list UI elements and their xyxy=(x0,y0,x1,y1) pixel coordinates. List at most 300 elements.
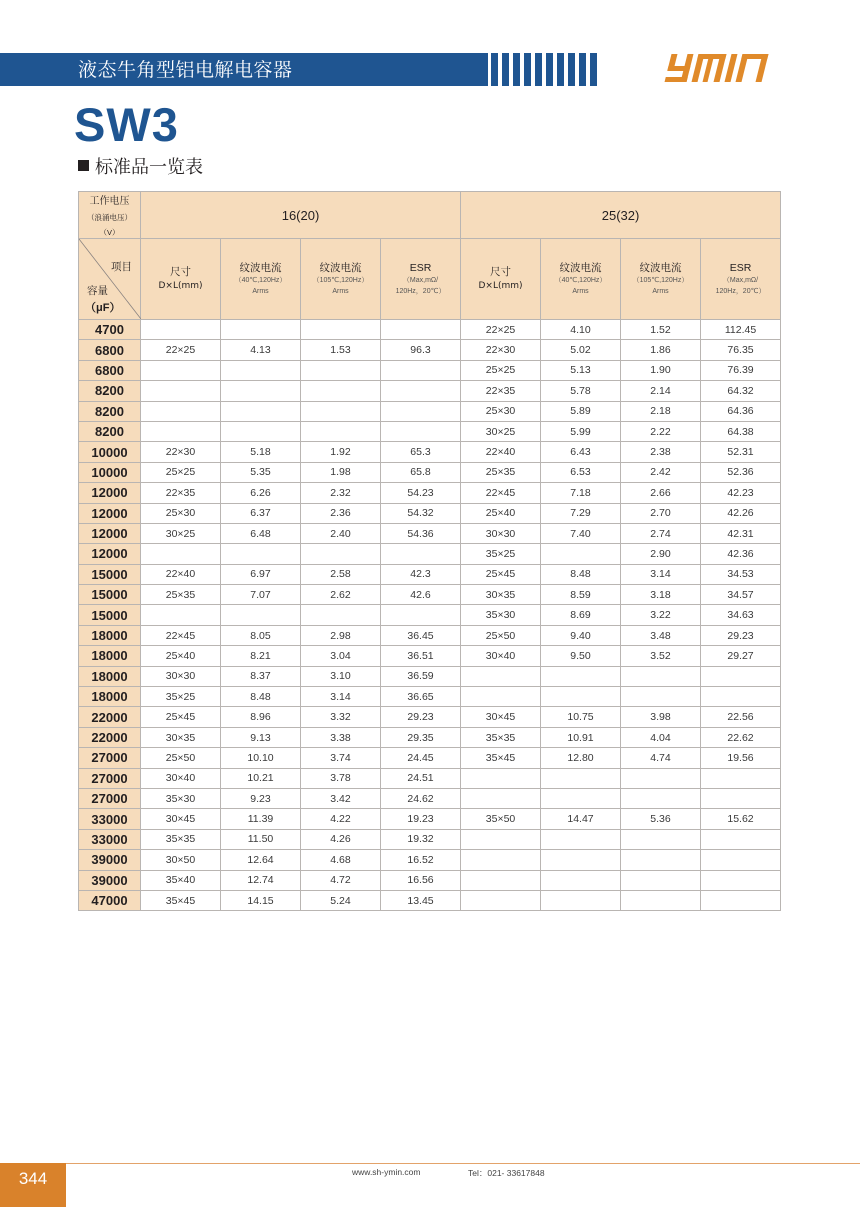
ripple-40c-cell xyxy=(541,788,621,808)
size-cell: 22×25 xyxy=(461,320,541,340)
table-row xyxy=(79,401,781,421)
esr-cell: 34.53 xyxy=(701,564,781,584)
esr-cell: 54.36 xyxy=(381,523,461,543)
volt-unit: （V） xyxy=(99,228,120,237)
ripple-105c-cell xyxy=(301,544,381,564)
esr-cell: 64.36 xyxy=(701,401,781,421)
esr-cell: 24.62 xyxy=(381,788,461,808)
ripple-105c-cell xyxy=(301,360,381,380)
size-cell: 25×45 xyxy=(141,707,221,727)
column-header-main: ESR xyxy=(729,262,752,274)
ripple-105c-cell: 4.68 xyxy=(301,850,381,870)
ripple-105c-cell: 3.18 xyxy=(621,585,701,605)
ripple-40c-cell: 7.40 xyxy=(541,523,621,543)
column-header-main: 纹波电流 xyxy=(639,262,682,274)
ripple-105c-cell: 3.78 xyxy=(301,768,381,788)
capacitance-cell: 22000 xyxy=(79,727,141,747)
category-title: 液态牛角型铝电解电容器 xyxy=(78,59,293,81)
esr-cell: 36.51 xyxy=(381,646,461,666)
ripple-40c-cell xyxy=(541,666,621,686)
ripple-40c-cell: 8.48 xyxy=(221,687,301,707)
ripple-105c-cell: 1.92 xyxy=(301,442,381,462)
size-cell: 25×25 xyxy=(461,360,541,380)
size-cell: 25×25 xyxy=(141,462,221,482)
size-cell: 35×45 xyxy=(461,748,541,768)
esr-cell: 54.32 xyxy=(381,503,461,523)
ripple-40c-cell: 5.18 xyxy=(221,442,301,462)
column-header-esr-25v xyxy=(701,239,781,320)
diagonal-corner-cell xyxy=(79,239,141,320)
column-header-sub: 120Hz，20℃） xyxy=(715,288,766,295)
esr-cell: 29.27 xyxy=(701,646,781,666)
column-header-ripple-105c-16v xyxy=(301,239,381,320)
column-header-sub: Arms xyxy=(652,288,669,295)
ripple-40c-cell: 9.23 xyxy=(221,788,301,808)
column-header-sub: （40℃,120Hz） xyxy=(234,277,287,284)
ripple-40c-cell xyxy=(541,544,621,564)
ripple-105c-cell xyxy=(621,788,701,808)
ripple-105c-cell xyxy=(621,666,701,686)
ripple-40c-cell xyxy=(221,401,301,421)
ripple-105c-cell: 4.26 xyxy=(301,829,381,849)
size-cell: 30×50 xyxy=(141,850,221,870)
size-cell: 25×45 xyxy=(461,564,541,584)
ripple-105c-cell: 2.18 xyxy=(621,401,701,421)
size-cell: 22×30 xyxy=(461,340,541,360)
size-cell: 22×40 xyxy=(141,564,221,584)
size-cell: 22×30 xyxy=(141,442,221,462)
ripple-40c-cell: 11.39 xyxy=(221,809,301,829)
column-header-sub: 120Hz，20℃） xyxy=(395,288,446,295)
ripple-105c-cell: 2.98 xyxy=(301,625,381,645)
esr-cell xyxy=(701,870,781,890)
column-header-sub: （105℃,120Hz） xyxy=(312,277,369,284)
table-row xyxy=(79,809,781,829)
esr-cell xyxy=(381,381,461,401)
bullet-square-icon xyxy=(78,160,89,171)
size-cell: 35×30 xyxy=(141,788,221,808)
table-row xyxy=(79,360,781,380)
esr-cell: 42.23 xyxy=(701,483,781,503)
esr-cell: 29.23 xyxy=(701,625,781,645)
ripple-40c-cell: 9.13 xyxy=(221,727,301,747)
ripple-105c-cell xyxy=(621,870,701,890)
esr-cell: 29.35 xyxy=(381,727,461,747)
ripple-40c-cell: 4.10 xyxy=(541,320,621,340)
ripple-40c-cell: 7.29 xyxy=(541,503,621,523)
esr-cell xyxy=(701,829,781,849)
ripple-105c-cell: 3.48 xyxy=(621,625,701,645)
size-cell: 35×25 xyxy=(461,544,541,564)
capacitance-cell: 33000 xyxy=(79,809,141,829)
esr-cell: 34.63 xyxy=(701,605,781,625)
esr-cell xyxy=(701,666,781,686)
size-cell: 25×50 xyxy=(141,748,221,768)
ripple-40c-cell: 5.99 xyxy=(541,421,621,441)
table-row xyxy=(79,421,781,441)
esr-cell xyxy=(381,401,461,421)
ripple-40c-cell: 5.13 xyxy=(541,360,621,380)
ripple-40c-cell: 5.35 xyxy=(221,462,301,482)
ripple-40c-cell: 8.05 xyxy=(221,625,301,645)
ripple-105c-cell: 3.74 xyxy=(301,748,381,768)
ripple-40c-cell xyxy=(221,381,301,401)
capacitance-cell: 10000 xyxy=(79,442,141,462)
ripple-105c-cell: 3.98 xyxy=(621,707,701,727)
esr-cell xyxy=(381,544,461,564)
ripple-105c-cell: 1.52 xyxy=(621,320,701,340)
size-cell xyxy=(461,666,541,686)
size-cell: 35×40 xyxy=(141,870,221,890)
ripple-105c-cell: 2.66 xyxy=(621,483,701,503)
stripe xyxy=(524,53,531,86)
stripe xyxy=(535,53,542,86)
ripple-40c-cell: 6.97 xyxy=(221,564,301,584)
capacitance-cell: 18000 xyxy=(79,687,141,707)
ripple-40c-cell: 6.43 xyxy=(541,442,621,462)
ripple-40c-cell xyxy=(541,829,621,849)
capacitance-cell: 12000 xyxy=(79,523,141,543)
esr-cell: 65.8 xyxy=(381,462,461,482)
ripple-40c-cell: 9.40 xyxy=(541,625,621,645)
size-cell: 25×50 xyxy=(461,625,541,645)
section-title-text: 标准品一览表 xyxy=(95,157,203,178)
esr-cell xyxy=(701,788,781,808)
table-row xyxy=(79,870,781,890)
table-row xyxy=(79,666,781,686)
ripple-105c-cell: 3.22 xyxy=(621,605,701,625)
esr-cell: 36.45 xyxy=(381,625,461,645)
esr-cell: 24.51 xyxy=(381,768,461,788)
capacitance-cell: 8200 xyxy=(79,421,141,441)
table-row xyxy=(79,850,781,870)
ripple-40c-cell: 10.75 xyxy=(541,707,621,727)
ripple-105c-cell: 2.38 xyxy=(621,442,701,462)
table-row xyxy=(79,687,781,707)
size-cell xyxy=(141,381,221,401)
table-row xyxy=(79,727,781,747)
capacitance-cell: 15000 xyxy=(79,585,141,605)
ripple-40c-cell: 8.21 xyxy=(221,646,301,666)
table-row xyxy=(79,320,781,340)
capacitance-label: 容量 xyxy=(87,285,108,297)
size-cell: 30×30 xyxy=(461,523,541,543)
column-header-sub: Arms xyxy=(332,288,349,295)
stripe xyxy=(568,53,575,86)
table-row xyxy=(79,646,781,666)
size-cell: 35×35 xyxy=(461,727,541,747)
capacitance-cell: 12000 xyxy=(79,544,141,564)
ripple-105c-cell: 2.32 xyxy=(301,483,381,503)
size-cell: 25×30 xyxy=(141,503,221,523)
table-row xyxy=(79,625,781,645)
size-cell xyxy=(141,401,221,421)
esr-cell: 22.56 xyxy=(701,707,781,727)
esr-cell: 36.65 xyxy=(381,687,461,707)
stripe xyxy=(491,53,498,86)
size-cell: 35×25 xyxy=(141,687,221,707)
esr-cell xyxy=(701,890,781,910)
capacitance-cell: 18000 xyxy=(79,625,141,645)
voltage-group-25: 25(32) xyxy=(461,192,781,239)
voltage-label: 工作电压 xyxy=(89,196,130,207)
esr-cell xyxy=(381,605,461,625)
esr-cell: 19.23 xyxy=(381,809,461,829)
ripple-40c-cell: 6.48 xyxy=(221,523,301,543)
ripple-105c-cell: 5.36 xyxy=(621,809,701,829)
column-header-sub: Arms xyxy=(572,288,589,295)
column-header-main: 尺寸 xyxy=(490,266,512,278)
ripple-40c-cell: 7.07 xyxy=(221,585,301,605)
size-cell xyxy=(141,605,221,625)
esr-cell: 42.26 xyxy=(701,503,781,523)
esr-cell: 96.3 xyxy=(381,340,461,360)
table-row xyxy=(79,768,781,788)
esr-cell: 16.56 xyxy=(381,870,461,890)
ripple-105c-cell: 2.22 xyxy=(621,421,701,441)
column-header-size-25v xyxy=(461,239,541,320)
stripe xyxy=(513,53,520,86)
column-header-ripple-105c-25v xyxy=(621,239,701,320)
footer-website: www.sh-ymin.com xyxy=(352,1167,421,1177)
ripple-40c-cell: 8.59 xyxy=(541,585,621,605)
ripple-105c-cell: 2.58 xyxy=(301,564,381,584)
ripple-105c-cell: 1.53 xyxy=(301,340,381,360)
column-header-sub: D×L(mm) xyxy=(158,281,203,291)
ripple-40c-cell xyxy=(541,890,621,910)
esr-cell: 42.6 xyxy=(381,585,461,605)
ripple-105c-cell: 2.40 xyxy=(301,523,381,543)
size-cell: 22×45 xyxy=(141,625,221,645)
column-header-size-16v xyxy=(141,239,221,320)
ripple-105c-cell: 2.36 xyxy=(301,503,381,523)
ripple-105c-cell xyxy=(301,421,381,441)
page-number: 344 xyxy=(18,1169,48,1188)
ripple-105c-cell xyxy=(301,401,381,421)
column-header-ripple-40c-25v xyxy=(541,239,621,320)
spec-table xyxy=(78,191,781,911)
capacitance-cell: 27000 xyxy=(79,788,141,808)
ripple-105c-cell xyxy=(301,605,381,625)
size-cell xyxy=(141,421,221,441)
ripple-105c-cell: 2.90 xyxy=(621,544,701,564)
column-header-esr-16v xyxy=(381,239,461,320)
ripple-105c-cell: 2.42 xyxy=(621,462,701,482)
column-header-sub: （Max,mΩ/ xyxy=(722,277,759,284)
esr-cell xyxy=(381,320,461,340)
size-cell: 25×40 xyxy=(461,503,541,523)
column-header-sub: （40℃,120Hz） xyxy=(554,277,607,284)
stripe xyxy=(546,53,553,86)
ripple-40c-cell: 6.26 xyxy=(221,483,301,503)
ripple-105c-cell: 4.74 xyxy=(621,748,701,768)
ymin-logo xyxy=(664,52,782,86)
capacitance-cell: 15000 xyxy=(79,564,141,584)
size-cell: 30×45 xyxy=(141,809,221,829)
ripple-40c-cell: 12.74 xyxy=(221,870,301,890)
capacitance-cell: 8200 xyxy=(79,381,141,401)
ripple-105c-cell: 5.24 xyxy=(301,890,381,910)
header-stripes xyxy=(491,53,606,86)
ripple-105c-cell: 1.90 xyxy=(621,360,701,380)
esr-cell xyxy=(701,768,781,788)
size-cell: 30×25 xyxy=(141,523,221,543)
ripple-40c-cell: 11.50 xyxy=(221,829,301,849)
table-row xyxy=(79,503,781,523)
capacitance-cell: 39000 xyxy=(79,850,141,870)
stripe xyxy=(590,53,597,86)
ripple-105c-cell xyxy=(621,890,701,910)
esr-cell: 24.45 xyxy=(381,748,461,768)
column-header-main: 尺寸 xyxy=(170,266,191,278)
ripple-105c-cell xyxy=(621,768,701,788)
ripple-105c-cell: 4.22 xyxy=(301,809,381,829)
table-row xyxy=(79,483,781,503)
esr-cell: 65.3 xyxy=(381,442,461,462)
ripple-105c-cell: 3.10 xyxy=(301,666,381,686)
capacitance-cell: 8200 xyxy=(79,401,141,421)
ripple-105c-cell xyxy=(621,850,701,870)
esr-cell: 112.45 xyxy=(701,320,781,340)
esr-cell: 22.62 xyxy=(701,727,781,747)
ripple-40c-cell xyxy=(541,850,621,870)
size-cell: 25×35 xyxy=(141,585,221,605)
size-cell: 35×30 xyxy=(461,605,541,625)
ripple-105c-cell: 3.32 xyxy=(301,707,381,727)
ripple-40c-cell: 4.13 xyxy=(221,340,301,360)
capacitance-cell: 18000 xyxy=(79,646,141,666)
ripple-105c-cell xyxy=(301,320,381,340)
size-cell: 25×30 xyxy=(461,401,541,421)
table-row xyxy=(79,523,781,543)
ripple-40c-cell: 14.15 xyxy=(221,890,301,910)
size-cell xyxy=(461,768,541,788)
esr-cell: 36.59 xyxy=(381,666,461,686)
ripple-105c-cell: 3.38 xyxy=(301,727,381,747)
footer-divider xyxy=(0,1163,860,1164)
size-cell: 30×25 xyxy=(461,421,541,441)
size-cell xyxy=(141,544,221,564)
ripple-40c-cell: 12.64 xyxy=(221,850,301,870)
capacitance-cell: 6800 xyxy=(79,360,141,380)
ripple-105c-cell: 2.14 xyxy=(621,381,701,401)
ripple-40c-cell: 12.80 xyxy=(541,748,621,768)
size-cell: 30×40 xyxy=(141,768,221,788)
capacitance-cell: 15000 xyxy=(79,605,141,625)
capacitance-cell: 27000 xyxy=(79,768,141,788)
size-cell xyxy=(141,360,221,380)
ripple-40c-cell xyxy=(221,360,301,380)
ripple-40c-cell xyxy=(541,768,621,788)
column-header-main: 纹波电流 xyxy=(559,262,602,274)
capacitance-cell: 12000 xyxy=(79,503,141,523)
capacitance-cell: 22000 xyxy=(79,707,141,727)
table-row xyxy=(79,340,781,360)
esr-cell: 64.38 xyxy=(701,421,781,441)
size-cell xyxy=(141,320,221,340)
ripple-105c-cell: 4.72 xyxy=(301,870,381,890)
ripple-40c-cell xyxy=(541,687,621,707)
ripple-40c-cell: 6.53 xyxy=(541,462,621,482)
capacitance-cell: 6800 xyxy=(79,340,141,360)
voltage-corner-cell xyxy=(79,192,141,239)
esr-cell: 52.36 xyxy=(701,462,781,482)
esr-cell xyxy=(381,421,461,441)
ripple-40c-cell: 6.37 xyxy=(221,503,301,523)
size-cell xyxy=(461,829,541,849)
surge-label: （浪涌电压） xyxy=(87,213,132,222)
esr-cell xyxy=(381,360,461,380)
esr-cell: 34.57 xyxy=(701,585,781,605)
capacitance-cell: 18000 xyxy=(79,666,141,686)
ripple-40c-cell: 7.18 xyxy=(541,483,621,503)
ripple-105c-cell: 4.04 xyxy=(621,727,701,747)
esr-cell: 42.3 xyxy=(381,564,461,584)
table-row xyxy=(79,788,781,808)
esr-cell: 19.32 xyxy=(381,829,461,849)
ripple-105c-cell: 2.70 xyxy=(621,503,701,523)
capacitance-cell: 10000 xyxy=(79,462,141,482)
ripple-40c-cell: 10.91 xyxy=(541,727,621,747)
capacitance-cell: 33000 xyxy=(79,829,141,849)
table-row xyxy=(79,381,781,401)
esr-cell: 52.31 xyxy=(701,442,781,462)
table-row xyxy=(79,829,781,849)
table-row xyxy=(79,462,781,482)
ripple-105c-cell xyxy=(301,381,381,401)
esr-cell: 64.32 xyxy=(701,381,781,401)
size-cell xyxy=(461,687,541,707)
ripple-40c-cell: 8.69 xyxy=(541,605,621,625)
section-title xyxy=(78,156,203,180)
ripple-40c-cell: 8.37 xyxy=(221,666,301,686)
ripple-105c-cell: 3.14 xyxy=(301,687,381,707)
ripple-40c-cell: 5.02 xyxy=(541,340,621,360)
esr-cell: 13.45 xyxy=(381,890,461,910)
ripple-40c-cell: 10.10 xyxy=(221,748,301,768)
size-cell: 22×35 xyxy=(141,483,221,503)
table-row xyxy=(79,564,781,584)
ripple-105c-cell: 3.42 xyxy=(301,788,381,808)
column-header-main: 纹波电流 xyxy=(239,262,282,274)
column-header-main: 纹波电流 xyxy=(319,262,362,274)
ripple-105c-cell: 1.98 xyxy=(301,462,381,482)
cap-unit: （μF） xyxy=(85,302,121,314)
column-header-sub: （Max,mΩ/ xyxy=(402,277,439,284)
size-cell: 22×40 xyxy=(461,442,541,462)
stripe xyxy=(502,53,509,86)
ripple-40c-cell: 14.47 xyxy=(541,809,621,829)
table-row xyxy=(79,707,781,727)
table-row xyxy=(79,748,781,768)
ripple-40c-cell: 9.50 xyxy=(541,646,621,666)
size-cell: 30×40 xyxy=(461,646,541,666)
size-cell xyxy=(461,870,541,890)
esr-cell: 42.36 xyxy=(701,544,781,564)
table-row xyxy=(79,890,781,910)
size-cell: 22×35 xyxy=(461,381,541,401)
column-header-ripple-40c-16v xyxy=(221,239,301,320)
table-row xyxy=(79,442,781,462)
esr-cell: 16.52 xyxy=(381,850,461,870)
ripple-40c-cell xyxy=(221,605,301,625)
ripple-105c-cell: 2.74 xyxy=(621,523,701,543)
ripple-105c-cell xyxy=(621,829,701,849)
size-cell: 25×40 xyxy=(141,646,221,666)
ripple-105c-cell: 3.52 xyxy=(621,646,701,666)
table-row xyxy=(79,605,781,625)
column-header-sub: Arms xyxy=(252,288,269,295)
